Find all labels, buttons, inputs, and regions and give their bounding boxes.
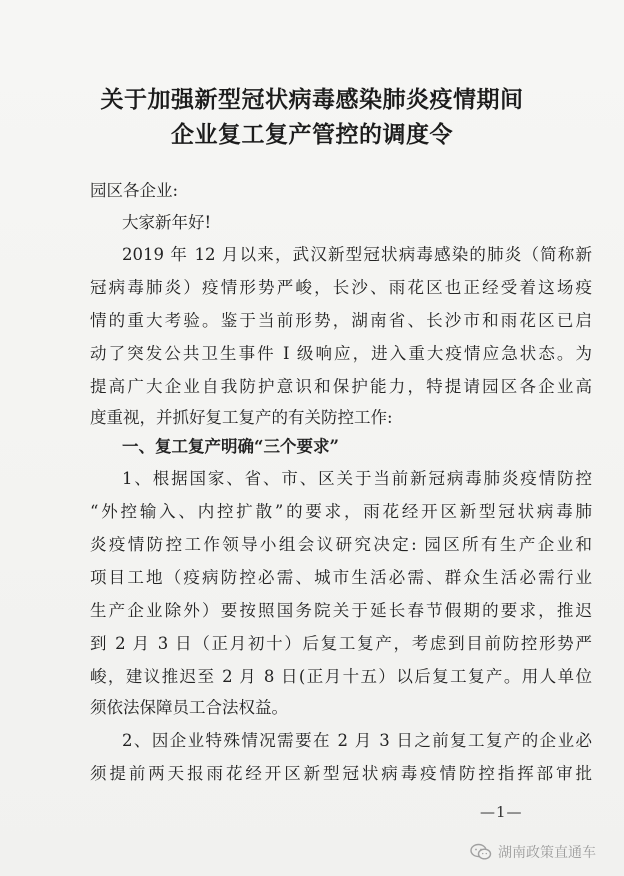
paragraph-1-line-5: 提高广大企业自我防护意识和保护能力，特提请园区各企业高 — [90, 377, 592, 396]
item-1-line-7: 峻，建议推迟至 2 月 8 日(正月十五）以后复工复产。用人单位 — [90, 667, 592, 686]
document-title-line-2: 企业复工复产管控的调度令 — [171, 121, 453, 148]
salutation: 园区各企业: — [90, 181, 179, 200]
item-1-line-6: 到 2 月 3 日（正月初十）后复工复产，考虑到目前防控形势严 — [90, 634, 592, 653]
greeting: 大家新年好! — [122, 213, 212, 232]
item-1-line-8: 须依法保障员工合法权益。 — [90, 698, 288, 717]
page-number: —1— — [480, 803, 523, 821]
item-2-line-2: 须提前两天报雨花经开区新型冠状病毒疫情防控指挥部审批 — [90, 764, 592, 783]
paragraph-1-line-4: 动了突发公共卫生事件 I 级响应，进入重大疫情应急状态。为 — [90, 344, 592, 363]
item-2-line-1: 2、因企业特殊情况需要在 2 月 3 日之前复工复产的企业必 — [122, 731, 592, 750]
item-1-line-1: 1、根据国家、省、市、区关于当前新冠病毒肺炎疫情防控 — [122, 469, 592, 488]
paragraph-1-line-3: 情的重大考验。鉴于当前形势，湖南省、长沙市和雨花区已启 — [90, 311, 592, 330]
item-1-line-2: “外控输入、内控扩散”的要求，雨花经开区新型冠状病毒肺 — [90, 502, 592, 521]
section-1-heading: 一、复工复产明确“三个要求” — [122, 437, 339, 456]
item-1-line-5: 生产企业除外）要按照国务院关于延长春节假期的要求，推迟 — [90, 601, 592, 620]
watermark — [470, 840, 596, 864]
paragraph-1-line-6: 度重视，并抓好复工复产的有关防控工作: — [90, 408, 393, 427]
item-1-line-4: 项目工地（疫病防控必需、城市生活必需、群众生活必需行业 — [90, 568, 592, 587]
item-1-line-3: 炎疫情防控工作领导小组会议研究决定: 园区所有生产企业和 — [90, 535, 592, 554]
paragraph-1-line-2: 冠病毒肺炎）疫情形势严峻，长沙、雨花区也正经受着这场疫 — [90, 278, 592, 297]
watermark-text: 湖南政策直通车 — [498, 845, 596, 861]
wechat-icon — [470, 843, 492, 861]
document-title-line-1: 关于加强新型冠状病毒感染肺炎疫情期间 — [100, 86, 524, 113]
paragraph-1-line-1: 2019 年 12 月以来，武汉新型冠状病毒感染的肺炎（简称新 — [122, 245, 592, 264]
